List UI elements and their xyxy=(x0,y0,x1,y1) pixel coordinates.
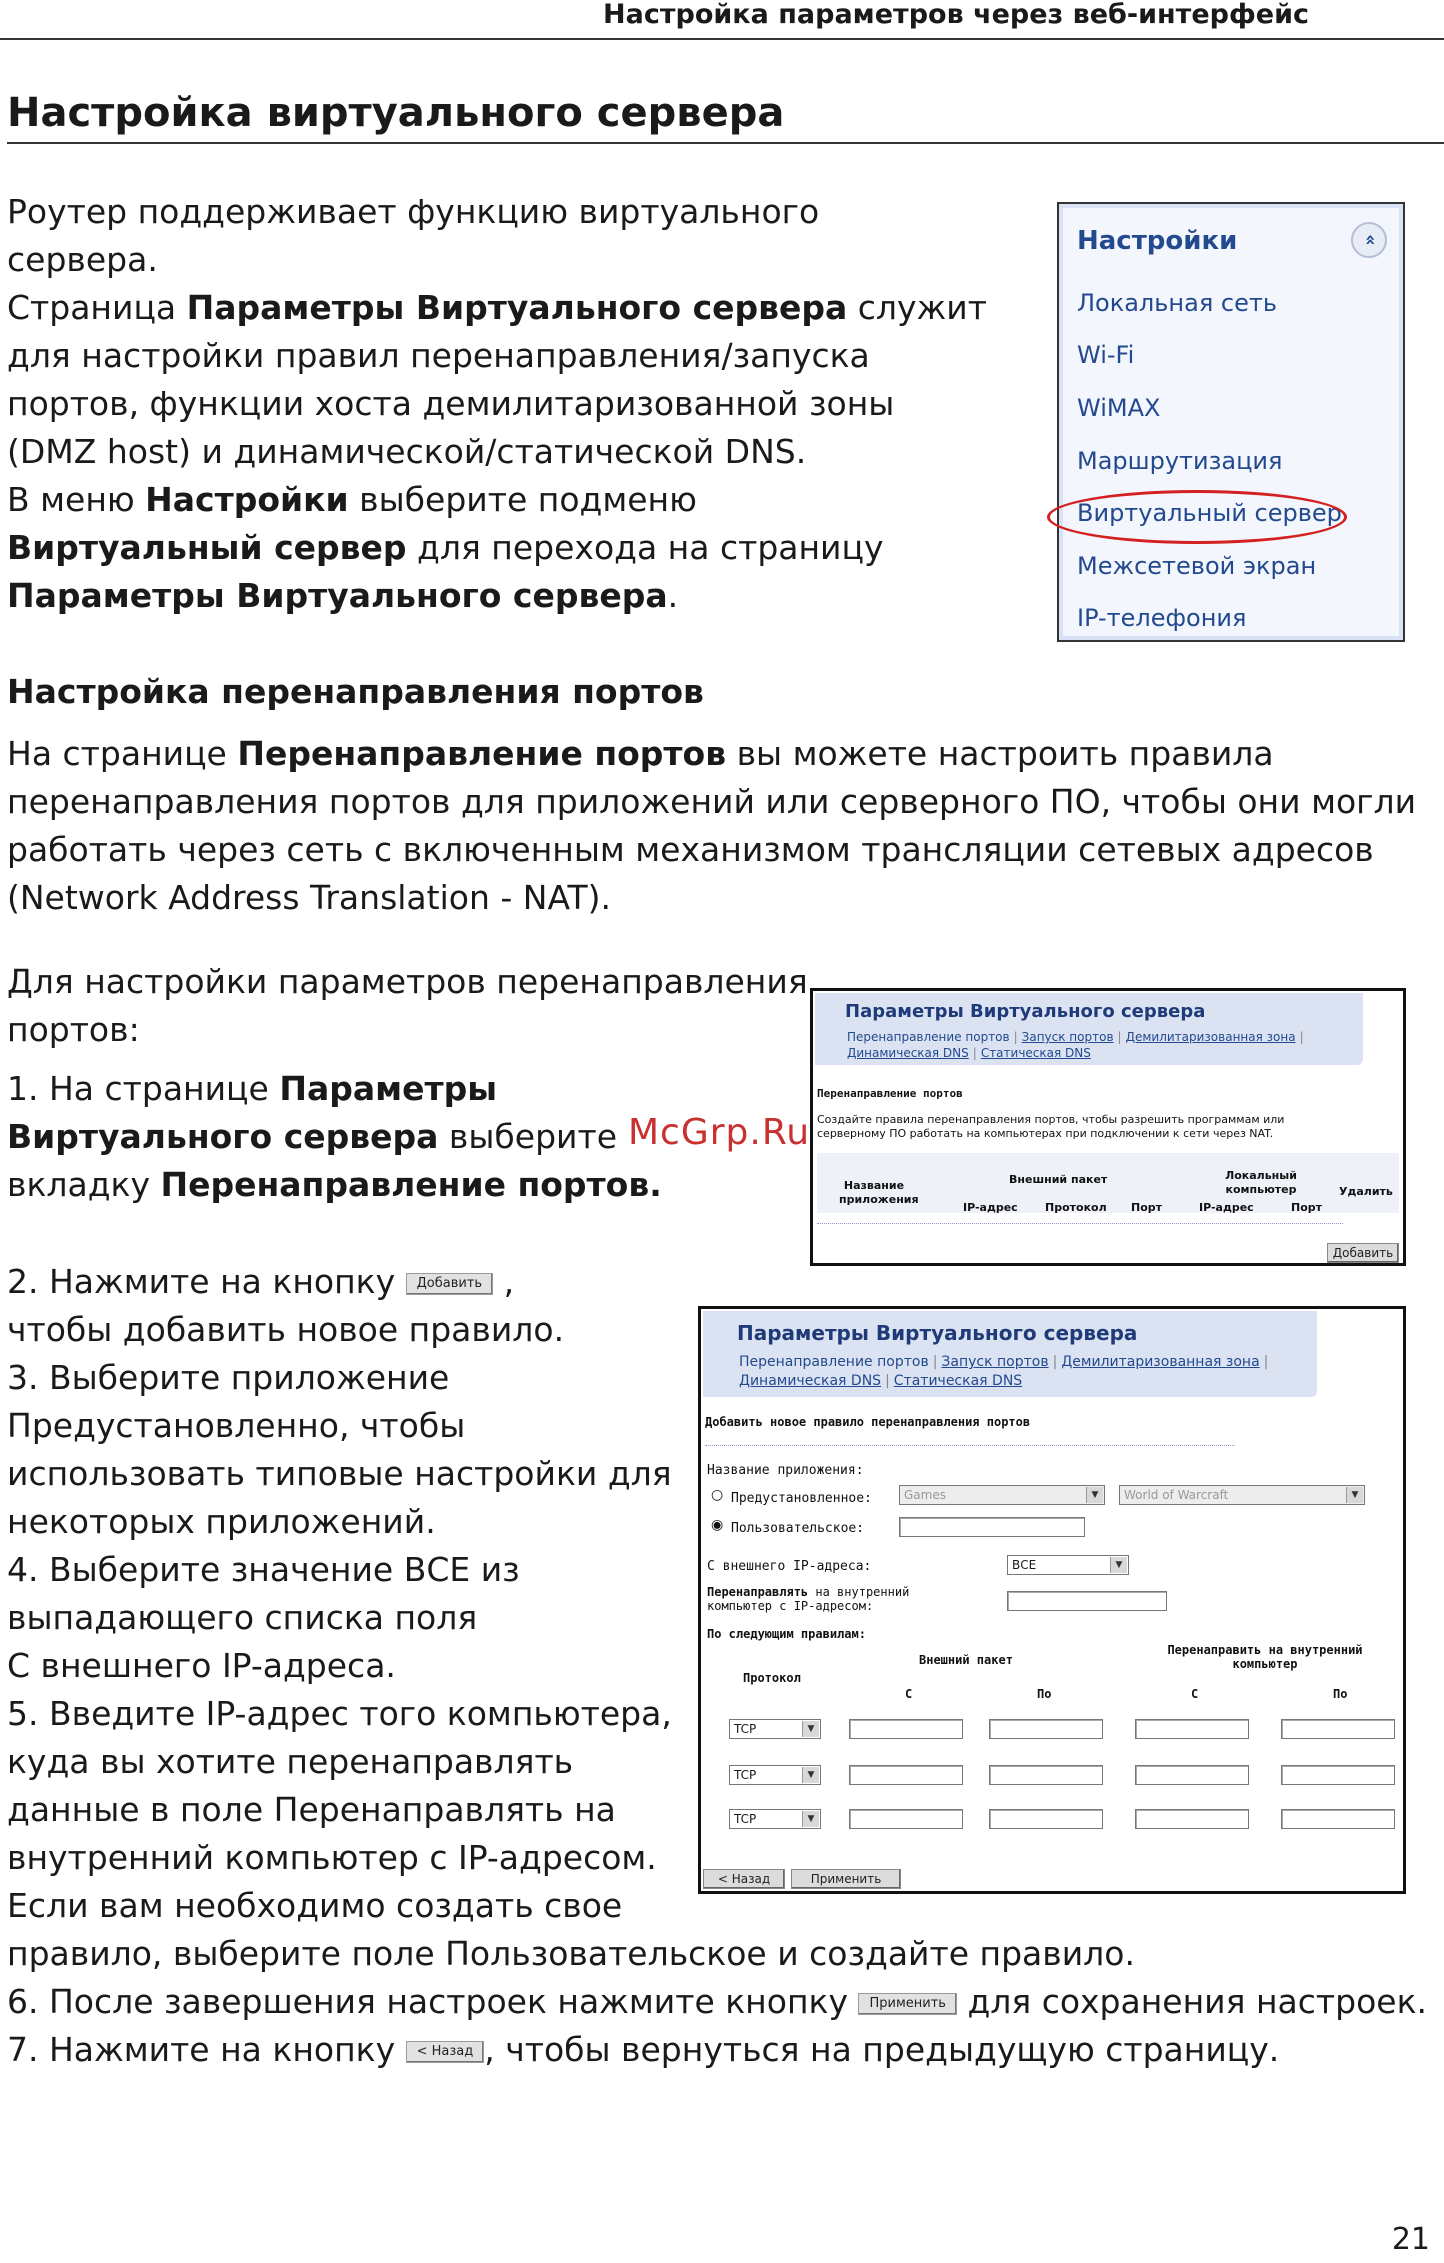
text-line: выпадающего списка поля xyxy=(7,1598,478,1637)
int-port-from-input[interactable] xyxy=(1135,1809,1249,1829)
section-title: Настройка виртуального сервера xyxy=(7,90,785,136)
ext-port-from-input[interactable] xyxy=(849,1719,963,1739)
settings-menu-screenshot xyxy=(1057,202,1405,642)
shot-tabs: Перенаправление портов | Запуск портов | Демилитаризованная зона | Динамическая DNS | Статическая DNS xyxy=(847,1030,1304,1061)
ext-port-to-input[interactable] xyxy=(989,1719,1103,1739)
custom-app-input[interactable] xyxy=(899,1517,1085,1537)
col-local-port: Порт xyxy=(1291,1201,1323,1214)
chevron-down-icon: ▼ xyxy=(1346,1487,1363,1503)
redirect-label: Перенаправлять на внутренний компьютер с IP-адресом: xyxy=(707,1585,910,1613)
tab-port-forwarding[interactable]: Перенаправление портов xyxy=(739,1354,929,1370)
text-line: Виртуального сервера выберите xyxy=(7,1117,618,1156)
text-line: 1. На странице Параметры xyxy=(7,1069,498,1108)
chevron-down-icon: ▼ xyxy=(1086,1487,1103,1503)
ext-port-to-input[interactable] xyxy=(989,1809,1103,1829)
tab-static-dns[interactable]: Статическая DNS xyxy=(980,1046,1091,1061)
highlight-circle xyxy=(1047,490,1347,544)
col-protocol: Протокол xyxy=(1045,1201,1107,1214)
shot-description: Создайте правила перенаправления портов, чтобы разрешить программам или серверному ПО работать на компьютерах при подключении к сети через NAT. xyxy=(817,1113,1285,1140)
text-line: перенаправления портов для приложений или серверного ПО, чтобы они могли xyxy=(7,782,1417,821)
protocol-select[interactable]: TCP ▼ xyxy=(729,1809,821,1829)
col-from: С xyxy=(905,1687,913,1701)
text-line: Если вам необходимо создать свое xyxy=(7,1886,623,1925)
port-forwarding-paragraph xyxy=(7,730,1416,922)
text-line: сервера. xyxy=(7,240,158,279)
form-divider xyxy=(705,1445,1235,1446)
menu-item-wimax[interactable]: WiMAX xyxy=(1077,394,1161,422)
col-app-name: Название приложения xyxy=(839,1179,919,1206)
preset-radio[interactable]: ○ xyxy=(711,1487,724,1503)
text-line: куда вы хотите перенаправлять xyxy=(7,1742,574,1781)
menu-item-firewall[interactable]: Межсетевой экран xyxy=(1077,552,1317,580)
text-line: некоторых приложений. xyxy=(7,1502,436,1541)
col-from-internal: С xyxy=(1191,1687,1199,1701)
col-port: Порт xyxy=(1131,1201,1163,1214)
text-line: для настройки правил перенаправления/запуска xyxy=(7,336,870,375)
ext-port-to-input[interactable] xyxy=(989,1765,1103,1785)
custom-radio[interactable]: ◉ xyxy=(711,1517,724,1533)
steps-intro xyxy=(7,958,808,1054)
text-line: (Network Address Translation - NAT). xyxy=(7,878,611,917)
int-port-from-input[interactable] xyxy=(1135,1765,1249,1785)
text-line: В меню Настройки выберите подменю xyxy=(7,480,697,519)
col-to-internal: По xyxy=(1333,1687,1348,1701)
text-line: Параметры Виртуального сервера. xyxy=(7,576,679,615)
text-line: 2. Нажмите на кнопку Добавить , xyxy=(7,1262,515,1301)
int-port-to-input[interactable] xyxy=(1281,1719,1395,1739)
col-protocol: Протокол xyxy=(743,1671,801,1685)
shot-section-label: Перенаправление портов xyxy=(817,1087,963,1100)
preset-app-select[interactable]: World of Warcraft ▼ xyxy=(1119,1485,1365,1505)
shot-title: Параметры Виртуального сервера xyxy=(737,1321,1138,1345)
inline-back-button: < Назад xyxy=(406,2041,485,2063)
tab-static-dns[interactable]: Статическая DNS xyxy=(893,1372,1023,1389)
add-rule-screenshot xyxy=(698,1306,1406,1894)
text-line: 3. Выберите приложение xyxy=(7,1358,450,1397)
subsection-title: Настройка перенаправления портов xyxy=(7,672,704,711)
col-ip: IP-адрес xyxy=(963,1201,1018,1214)
col-internal-computer: Перенаправить на внутренний компьютер xyxy=(1167,1643,1363,1671)
table-divider xyxy=(817,1223,1343,1224)
menu-item-lan[interactable]: Локальная сеть xyxy=(1077,289,1277,317)
shot-tabs: Перенаправление портов | Запуск портов | Демилитаризованная зона | Динамическая DNS | Статическая DNS xyxy=(739,1354,1269,1389)
internal-ip-input[interactable] xyxy=(1007,1591,1167,1611)
int-port-to-input[interactable] xyxy=(1281,1809,1395,1829)
app-name-label: Название приложения: xyxy=(707,1463,864,1478)
menu-item-routing[interactable]: Маршрутизация xyxy=(1077,447,1283,475)
running-header: Настройка параметров через веб-интерфейс xyxy=(603,0,1309,30)
step-1 xyxy=(7,1065,662,1209)
page-number: 21 xyxy=(1391,2222,1430,2257)
shot-title: Параметры Виртуального сервера xyxy=(845,1001,1206,1022)
text-line: Для настройки параметров перенаправления xyxy=(7,962,808,1001)
intro-paragraph xyxy=(7,188,987,620)
text-line: На странице Перенаправление портов вы можете настроить правила xyxy=(7,734,1274,773)
tab-dynamic-dns[interactable]: Динамическая DNS xyxy=(847,1046,969,1061)
custom-label: Пользовательское: xyxy=(731,1521,865,1536)
text-line: чтобы добавить новое правило. xyxy=(7,1310,565,1349)
tab-port-triggering[interactable]: Запуск портов xyxy=(941,1354,1049,1370)
col-local-computer: Локальный компьютер xyxy=(1225,1169,1297,1196)
rules-label: По следующим правилам: xyxy=(707,1627,866,1641)
section-title-rule xyxy=(7,142,1444,144)
inline-apply-button: Применить xyxy=(858,1993,956,2015)
from-external-ip-label: С внешнего IP-адреса: xyxy=(707,1559,872,1574)
col-external-packet: Внешний пакет xyxy=(919,1653,1013,1667)
text-line: внутренний компьютер с IP-адресом. xyxy=(7,1838,657,1877)
tab-port-forwarding[interactable]: Перенаправление портов xyxy=(847,1030,1010,1044)
col-to: По xyxy=(1037,1687,1052,1701)
preset-label: Предустановленное: xyxy=(731,1491,872,1506)
header-rule xyxy=(0,38,1444,40)
text-line: использовать типовые настройки для xyxy=(7,1454,672,1493)
text-line: Виртуальный сервер для перехода на страницу xyxy=(7,528,884,567)
int-port-from-input[interactable] xyxy=(1135,1719,1249,1739)
chevron-down-icon: ▼ xyxy=(802,1721,819,1737)
preset-category-select[interactable]: Games ▼ xyxy=(899,1485,1105,1505)
inline-add-button: Добавить xyxy=(406,1273,493,1295)
chevron-down-icon: ▼ xyxy=(1110,1557,1127,1573)
port-forwarding-screenshot xyxy=(810,988,1406,1266)
text-line: Предустановленно, чтобы xyxy=(7,1406,466,1445)
text-line: данные в поле Перенаправлять на xyxy=(7,1790,616,1829)
text-line: работать через сеть с включенным механизмом трансляции сетевых адресов xyxy=(7,830,1374,869)
text-line: вкладку Перенаправление портов. xyxy=(7,1165,662,1204)
menu-item-virtual-server[interactable]: Виртуальный сервер xyxy=(1077,499,1342,527)
text-line: 6. После завершения настроек нажмите кнопку Применить для сохранения настроек. xyxy=(7,1982,1427,2021)
tab-dmz[interactable]: Демилитаризованная зона xyxy=(1061,1354,1260,1370)
protocol-select[interactable]: TCP ▼ xyxy=(729,1765,821,1785)
text-line: С внешнего IP-адреса. xyxy=(7,1646,396,1685)
tab-port-triggering[interactable]: Запуск портов xyxy=(1021,1030,1114,1044)
apply-button[interactable]: Применить xyxy=(791,1869,901,1889)
add-button[interactable]: Добавить xyxy=(1327,1243,1399,1263)
form-section-label: Добавить новое правило перенаправления портов xyxy=(705,1415,1031,1429)
col-external-packet: Внешний пакет xyxy=(1009,1173,1108,1186)
text-line: 5. Введите IP-адрес того компьютера, xyxy=(7,1694,672,1733)
menu-item-voip[interactable]: IP-телефония xyxy=(1077,604,1247,632)
text-line: 7. Нажмите на кнопку < Назад , чтобы вернуться на предыдущую страницу. xyxy=(7,2030,1280,2069)
text-line: портов: xyxy=(7,1010,140,1049)
collapse-chevron-icon[interactable]: « xyxy=(1351,222,1387,258)
tab-dynamic-dns[interactable]: Динамическая DNS xyxy=(739,1372,882,1389)
from-external-ip-select[interactable]: ВСЕ ▼ xyxy=(1007,1555,1129,1575)
text-line: правило, выберите поле Пользовательское и создайте правило. xyxy=(7,1934,1135,1973)
watermark: McGrp.Ru xyxy=(628,1112,811,1153)
ext-port-from-input[interactable] xyxy=(849,1809,963,1829)
text-line: Роутер поддерживает функцию виртуального xyxy=(7,192,820,231)
menu-title: Настройки xyxy=(1077,226,1238,256)
text-line: Страница Параметры Виртуального сервера служит xyxy=(7,288,987,327)
menu-item-wifi[interactable]: Wi-Fi xyxy=(1077,341,1135,369)
text-line: 4. Выберите значение ВСЕ из xyxy=(7,1550,520,1589)
ext-port-from-input[interactable] xyxy=(849,1765,963,1785)
tab-dmz[interactable]: Демилитаризованная зона xyxy=(1125,1030,1296,1044)
text-line: портов, функции хоста демилитаризованной зоны xyxy=(7,384,895,423)
text-line: (DMZ host) и динамической/статической DNS. xyxy=(7,432,807,471)
int-port-to-input[interactable] xyxy=(1281,1765,1395,1785)
chevron-down-icon: ▼ xyxy=(802,1811,819,1827)
col-local-ip: IP-адрес xyxy=(1199,1201,1254,1214)
protocol-select[interactable]: TCP ▼ xyxy=(729,1719,821,1739)
col-delete: Удалить xyxy=(1339,1185,1393,1198)
chevron-down-icon: ▼ xyxy=(802,1767,819,1783)
back-button[interactable]: < Назад xyxy=(703,1869,785,1889)
